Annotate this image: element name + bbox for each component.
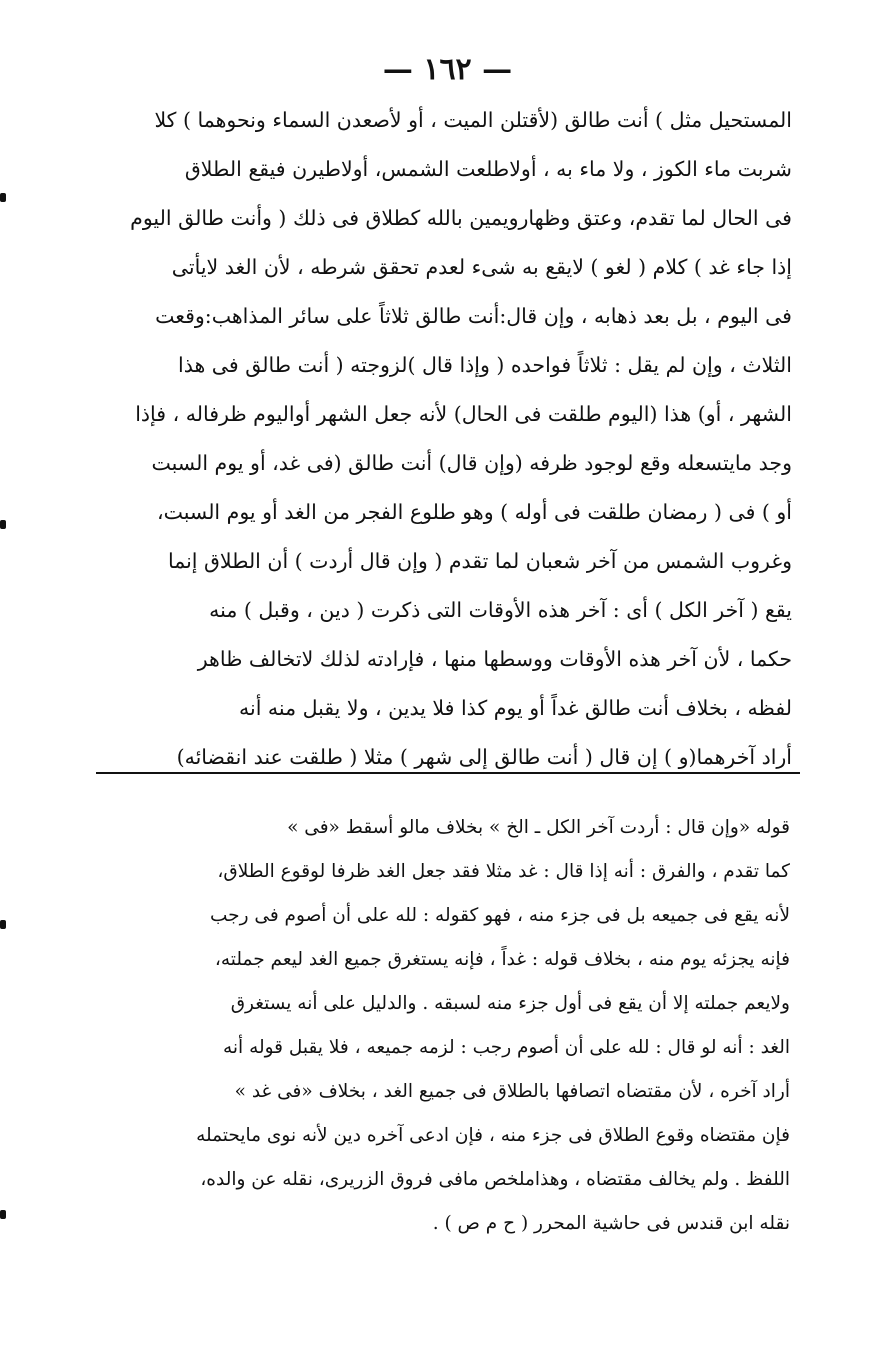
body-line: فى اليوم ، بل بعد ذهابه ، وإن قال:أنت طالق ثلاثاً على سائر المذاهب:وقعت xyxy=(155,304,792,328)
body-line: الشهر ، أو) هذا (اليوم طلقت فى الحال) لأنه جعل الشهر أواليوم ظرفاله ، فإذا xyxy=(135,402,792,426)
margin-mark xyxy=(0,193,6,202)
body-line: يقع ( آخر الكل ) أى : آخر هذه الأوقات التى ذكرت ( دين ، وقبل ) منه xyxy=(209,598,792,622)
page-number: — ١٦٢ — xyxy=(382,52,513,87)
body-line: فى الحال لما تقدم، وعتق وظهارويمين بالله كطلاق فى ذلك ( وأنت طالق اليوم xyxy=(130,206,792,230)
margin-mark xyxy=(0,520,6,529)
body-line: شربت ماء الكوز ، ولا ماء به ، أولاطلعت الشمس، أولاطيرن فيقع الطلاق xyxy=(184,157,792,181)
margin-mark xyxy=(0,1210,6,1219)
footnote-line: لأنه يقع فى جميعه بل فى جزء منه ، فهو كقوله : لله على أن أصوم فى رجب xyxy=(210,905,790,926)
body-line: لفظه ، بخلاف أنت طالق غداً أو يوم كذا فلا يدين ، ولا يقبل منه أنه xyxy=(239,696,792,720)
body-line: إذا جاء غد ) كلام ( لغو ) لايقع به شىء لعدم تحقق شرطه ، لأن الغد لايأتى xyxy=(171,255,792,279)
footnote-line: أراد آخره ، لأن مقتضاه اتصافها بالطلاق فى جميع الغد ، بخلاف «فى غد » xyxy=(234,1081,790,1102)
footnote-line: نقله ابن قندس فى حاشية المحرر ( ح م ص ) . xyxy=(432,1213,790,1234)
footnote-line: قوله «وإن قال : أردت آخر الكل ـ الخ » بخلاف مالو أسقط «فى » xyxy=(287,817,790,838)
main-body-text xyxy=(92,96,792,782)
body-line: المستحيل مثل ) أنت طالق (لأقتلن الميت ، أو لأصعدن السماء ونحوهما ) كلا xyxy=(154,108,792,132)
margin-mark xyxy=(0,920,6,929)
body-line: حكما ، لأن آخر هذه الأوقات ووسطها منها ، فإرادته لذلك لاتخالف ظاهر xyxy=(197,647,792,671)
footnote-line: ولايعم جملته إلا أن يقع فى أول جزء منه لسبقه . والدليل على أنه يستغرق xyxy=(230,993,790,1014)
footnote-line: فإن مقتضاه وقوع الطلاق فى جزء منه ، فإن ادعى آخره دين لأنه نوى مايحتمله xyxy=(196,1125,790,1146)
body-line: وغروب الشمس من آخر شعبان لما تقدم ( وإن قال أردت ) أن الطلاق إنما xyxy=(167,549,792,573)
footnote-line: فإنه يجزئه يوم منه ، بخلاف قوله : غداً ، فإنه يستغرق جميع الغد ليعم جملته، xyxy=(214,949,790,970)
footnote-separator xyxy=(96,772,800,774)
footnote-line: اللفظ . ولم يخالف مقتضاه ، وهذاملخص مافى فروق الزريرى، نقله عن والده، xyxy=(200,1169,790,1190)
body-line: أو ) فى ( رمضان طلقت فى أوله ) وهو طلوع الفجر من الغد أو يوم السبت، xyxy=(156,500,792,524)
footnote-text xyxy=(100,806,790,1246)
footnote-line: كما تقدم ، والفرق : أنه إذا قال : غد مثلا فقد جعل الغد ظرفا لوقوع الطلاق، xyxy=(217,861,790,882)
body-line: الثلاث ، وإن لم يقل : ثلاثاً فواحده ( وإذا قال )لزوجته ( أنت طالق فى هذا xyxy=(178,353,792,377)
body-line: وجد مايتسعله وقع لوجود ظرفه (وإن قال) أنت طالق (فى غد، أو يوم السبت xyxy=(151,451,792,475)
footnote-line: الغد : أنه لو قال : لله على أن أصوم رجب : لزمه جميعه ، فلا يقبل قوله أنه xyxy=(222,1037,790,1058)
body-line: أراد آخرهما(و ) إن قال ( أنت طالق إلى شهر ) مثلا ( طلقت عند انقضائه) xyxy=(176,745,792,769)
